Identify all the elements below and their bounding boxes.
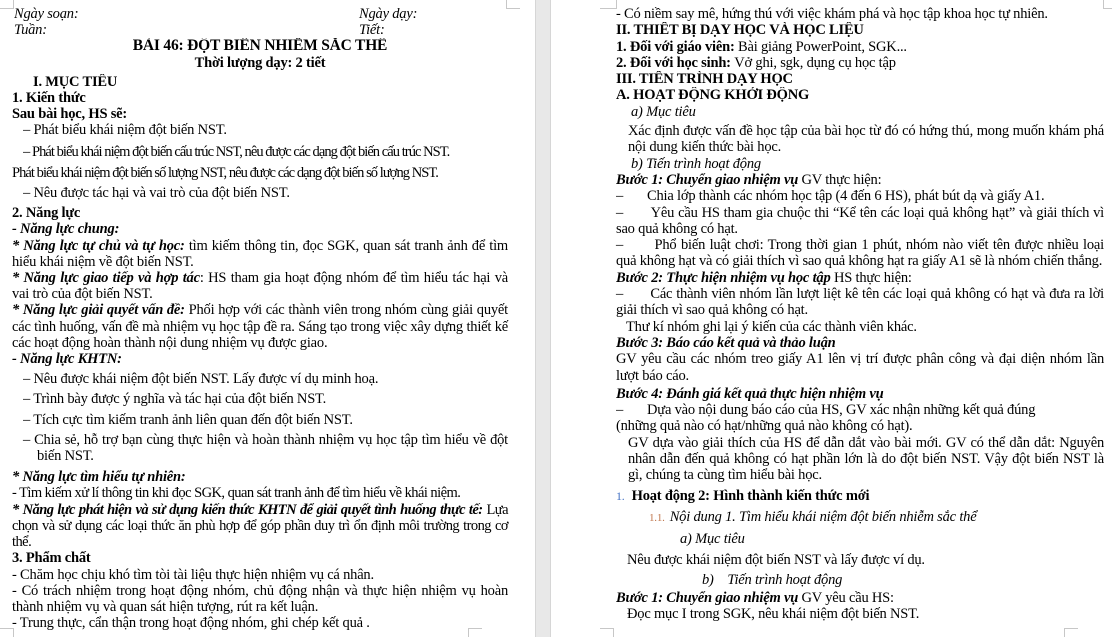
text-run: Ngày soạn: [14, 6, 79, 22]
text-run: 1. Kiến thức [12, 90, 86, 107]
text-run: – Chia lớp thành các nhóm học tập (4 đến 6 HS), phát bút dạ và giấy A1. [616, 188, 1045, 205]
text-run: 1.1. [649, 511, 665, 524]
paragraph [12, 351, 508, 367]
paragraph [12, 221, 508, 237]
text-run: Tuần: [14, 22, 47, 39]
text-run: 2. Đối với học sinh: [616, 54, 735, 71]
paragraph [702, 572, 1104, 588]
paragraph [23, 185, 508, 201]
text-run: Bước 2: Thực hiện nhiệm vụ học tập [616, 269, 834, 286]
margin-crop-mark [468, 628, 482, 637]
text-run: b) Tiến trình hoạt động [631, 155, 761, 172]
paragraph [627, 606, 1104, 622]
paragraph [616, 55, 1104, 71]
paragraph [23, 144, 508, 160]
text-run: b) Tiến trình hoạt động [702, 571, 843, 588]
document-page-1[interactable] [0, 0, 536, 637]
text-run: Phát biểu khái niệm đột biến số lượng NST, nêu được các dạng đột biến số lượng NST. [12, 164, 438, 181]
paragraph [12, 567, 508, 583]
text-run: Nêu được khái niệm đột biến NST và lấy được ví dụ. [627, 551, 925, 568]
paragraph [649, 509, 1104, 526]
paragraph [616, 270, 1104, 286]
text-run: Bước 1: Chuyển giao nhiệm vụ [616, 171, 802, 188]
text-run: - Năng lực KHTN: [12, 351, 122, 368]
text-run: a) Mục tiêu [631, 103, 696, 120]
text-run: Vở ghi, sgk, dụng cụ học tập [734, 54, 896, 71]
paragraph [680, 531, 1104, 547]
paragraph [616, 386, 1104, 402]
paragraph [616, 172, 1104, 188]
paragraph [616, 488, 1104, 504]
text-run: II. THIẾT BỊ DẠY HỌC VÀ HỌC LIỆU [616, 22, 864, 39]
margin-crop-mark [600, 0, 617, 9]
paragraph [616, 351, 1104, 384]
paragraph [14, 22, 508, 38]
paragraph [12, 90, 508, 106]
text-run: GV thực hiện: [801, 171, 882, 188]
paragraph [12, 38, 508, 54]
text-run: Thời lượng dạy: 2 tiết [194, 54, 326, 71]
text-run: Phối hợp với các thành viên trong nhóm cùng giải quyết các tình huống, vấn đề mà nhiệm vụ học tập đề ra. Sáng tạo trong việc xây dựng thiết kế các hoạt động hoàn thành nội dung nhiệm vụ được giao. [12, 302, 508, 351]
text-run: GV dựa vào giải thích của HS để dẫn dắt vào bài mới. GV có thể dẫn dắt: Nguyên nhân dẫn đến quả không có hạt phần lớn là do đột biến NST. Vậy đột biến NST là gì, chúng ta cùng tìm hiểu bài học. [628, 434, 1104, 484]
text-run: A. HOẠT ĐỘNG KHỞI ĐỘNG [616, 87, 810, 104]
text-run: Sau bài học, HS sẽ: [12, 106, 128, 123]
paragraph [631, 156, 1104, 172]
text-run: – Trình bày được ý nghĩa và tác hại của đột biến NST. [23, 391, 327, 408]
text-run: – Dựa vào nội dung báo cáo của HS, GV xác nhận những kết quả đúng [616, 402, 1036, 419]
margin-crop-mark [600, 628, 614, 637]
text-run: – Phổ biến luật chơi: Trong thời gian 1 phút, nhóm nào viết tên được nhiều loại quả không hạt và có giải thích vì sao quả không hạt ra giấy A1 sẽ là nhóm chiến thắng. [616, 237, 1104, 270]
text-run: Bước 3: Báo cáo kết quả và thảo luận [616, 334, 836, 351]
text-run: - Tìm kiếm xử lí thông tin khi đọc SGK, quan sát tranh ảnh để tìm hiểu về khái niệm. [12, 485, 461, 502]
page-1-text-content [0, 0, 535, 631]
text-run: * Năng lực tìm hiểu tự nhiên: [12, 469, 186, 486]
paragraph [23, 391, 508, 407]
text-run: I. MỤC TIÊU [33, 73, 118, 90]
text-run: - Có trách nhiệm trong hoạt động nhóm, chủ động nhận và thực hiện nhiệm vụ hoàn thành nhiệm vụ và quan sát hiện tượng, rút ra kết luận. [12, 582, 508, 615]
text-run: – Tích cực tìm kiếm tranh ảnh liên quan đến đột biến NST. [23, 411, 353, 428]
text-run: tìm kiếm thông tin, đọc SGK, quan sát tranh ảnh để tìm hiểu khái niệm về đột biến NST. [12, 237, 508, 270]
paragraph [616, 418, 1104, 434]
paragraph [626, 319, 1104, 335]
paragraph [616, 335, 1104, 351]
text-run: - Năng lực chung: [12, 221, 120, 238]
paragraph [23, 122, 508, 138]
paragraph [12, 165, 508, 181]
paragraph [23, 432, 508, 464]
text-run: 1. [616, 488, 625, 503]
paragraph [616, 205, 1104, 238]
paragraph [616, 286, 1104, 319]
text-run: GV yêu cầu các nhóm treo giấy A1 lên vị trí được phân công và đại diện nhóm lần lượt báo cáo. [616, 351, 1104, 384]
paragraph [12, 205, 508, 221]
text-run: : HS tham gia hoạt động nhóm để tìm hiểu tác hại và vai trò của đột biến NST. [12, 270, 508, 303]
paragraph [616, 71, 1104, 87]
text-run: HS thực hiện: [833, 269, 912, 286]
text-run: * Năng lực phát hiện và sử dụng kiến thức KHTN để giải quyết tình huống thực tế: [12, 501, 487, 518]
text-run: – Nêu được khái niệm đột biến NST. Lấy được ví dụ minh hoạ. [23, 371, 379, 388]
paragraph [628, 435, 1104, 484]
text-run: Lựa chọn và sử dụng các loại thức ăn phù hợp để góp phần duy trì ổn định môi trường trong cơ thể. [12, 501, 508, 551]
text-run: a) Mục tiêu [680, 531, 745, 548]
text-run: Đọc mục I trong SGK, nêu khái niệm đột biến NST. [627, 606, 920, 623]
page-2-text-content [551, 0, 1112, 623]
paragraph [616, 22, 1104, 38]
paragraph [616, 237, 1104, 270]
text-run: Bước 4: Đánh giá kết quả thực hiện nhiệm vụ [616, 385, 884, 402]
text-run: BÀI 46: ĐỘT BIẾN NHIỄM SẮC THỂ [132, 38, 388, 55]
text-run: – Chia sẻ, hỗ trợ bạn cùng thực hiện và hoàn thành nhiệm vụ học tập tìm hiểu về đột biến NST. [23, 431, 508, 465]
text-run: * Năng lực giải quyết vấn đề: [12, 302, 189, 319]
paragraph [12, 550, 508, 566]
text-run: Thư kí nhóm ghi lại ý kiến của các thành viên khác. [626, 318, 917, 335]
text-run: 2. Năng lực [12, 205, 81, 222]
paragraph [627, 552, 1104, 568]
paragraph [628, 123, 1104, 156]
paragraph [12, 270, 508, 302]
text-run: GV yêu cầu HS: [801, 590, 894, 607]
paragraph [616, 402, 1104, 418]
text-run: * Năng lực tự chủ và tự học: [12, 237, 189, 254]
paragraph [12, 238, 508, 270]
paragraph [12, 615, 508, 631]
text-run: * Năng lực giao tiếp và hợp tác [12, 270, 200, 287]
text-run: Ngày dạy: [359, 6, 418, 22]
paragraph [23, 371, 508, 387]
text-run: Bài giảng PowerPoint, SGK... [738, 38, 907, 55]
margin-crop-mark [0, 0, 14, 9]
text-run: – Phát biểu khái niệm đột biến NST. [23, 122, 227, 139]
text-run: Hoạt động 2: Hình thành kiến thức mới [631, 487, 870, 504]
text-run: (những quả nào có hạt/những quả nào không có hạt). [616, 418, 913, 435]
text-run: 1. Đối với giáo viên: [616, 38, 739, 55]
paragraph [23, 412, 508, 428]
paragraph [616, 6, 1104, 22]
paragraph [616, 188, 1104, 204]
document-page-2[interactable] [550, 0, 1112, 637]
paragraph [616, 39, 1104, 55]
paragraph [12, 469, 508, 485]
margin-crop-mark [1103, 0, 1112, 9]
paragraph [616, 87, 1104, 103]
text-run: - Có niềm say mê, hứng thú với việc khám phá và học tập khoa học tự nhiên. [616, 6, 1048, 22]
paragraph [631, 104, 1104, 120]
paragraph [12, 583, 508, 615]
text-run: 3. Phẩm chất [12, 550, 91, 567]
text-run: III. TIẾN TRÌNH DẠY HỌC [616, 71, 793, 88]
paragraph [12, 106, 508, 122]
margin-crop-mark [506, 0, 520, 9]
paragraph [12, 502, 508, 551]
paragraph [616, 590, 1104, 606]
paragraph [12, 55, 508, 71]
paragraph [12, 302, 508, 351]
text-run: Tiết: [359, 22, 385, 39]
text-run: – Phát biểu khái niệm đột biến cấu trúc NST, nêu được các dạng đột biến cấu trúc NST. [23, 143, 450, 160]
text-run: – Các thành viên nhóm lần lượt liệt kê tên các loại quả không có hạt và đưa ra lời giải thích vì sao quả không có hạt. [616, 286, 1104, 319]
text-run: Xác định được vấn đề học tập của bài học từ đó có hứng thú, mong muốn khám phá nội dung kiến thức bài học. [628, 123, 1104, 156]
text-run: – Yêu cầu HS tham gia chuộc thi “Kể tên các loại quả không hạt” và giải thích vì sao quả không có hạt. [616, 204, 1104, 237]
paragraph [33, 74, 508, 90]
text-run: Nội dung 1. Tìm hiểu khái niệm đột biến nhiễm sắc thể [669, 508, 977, 525]
text-run: - Chăm học chịu khó tìm tòi tài liệu thực hiện nhiệm vụ cá nhân. [12, 566, 374, 583]
text-run: Bước 1: Chuyển giao nhiệm vụ [616, 590, 802, 607]
paragraph [14, 6, 508, 22]
text-run: – Nêu được tác hại và vai trò của đột biến NST. [23, 185, 290, 202]
margin-crop-mark [0, 628, 14, 637]
paragraph [12, 485, 508, 501]
margin-crop-mark [1064, 628, 1078, 637]
text-run: - Trung thực, cẩn thận trong hoạt động nhóm, ghi chép kết quả . [12, 615, 370, 632]
